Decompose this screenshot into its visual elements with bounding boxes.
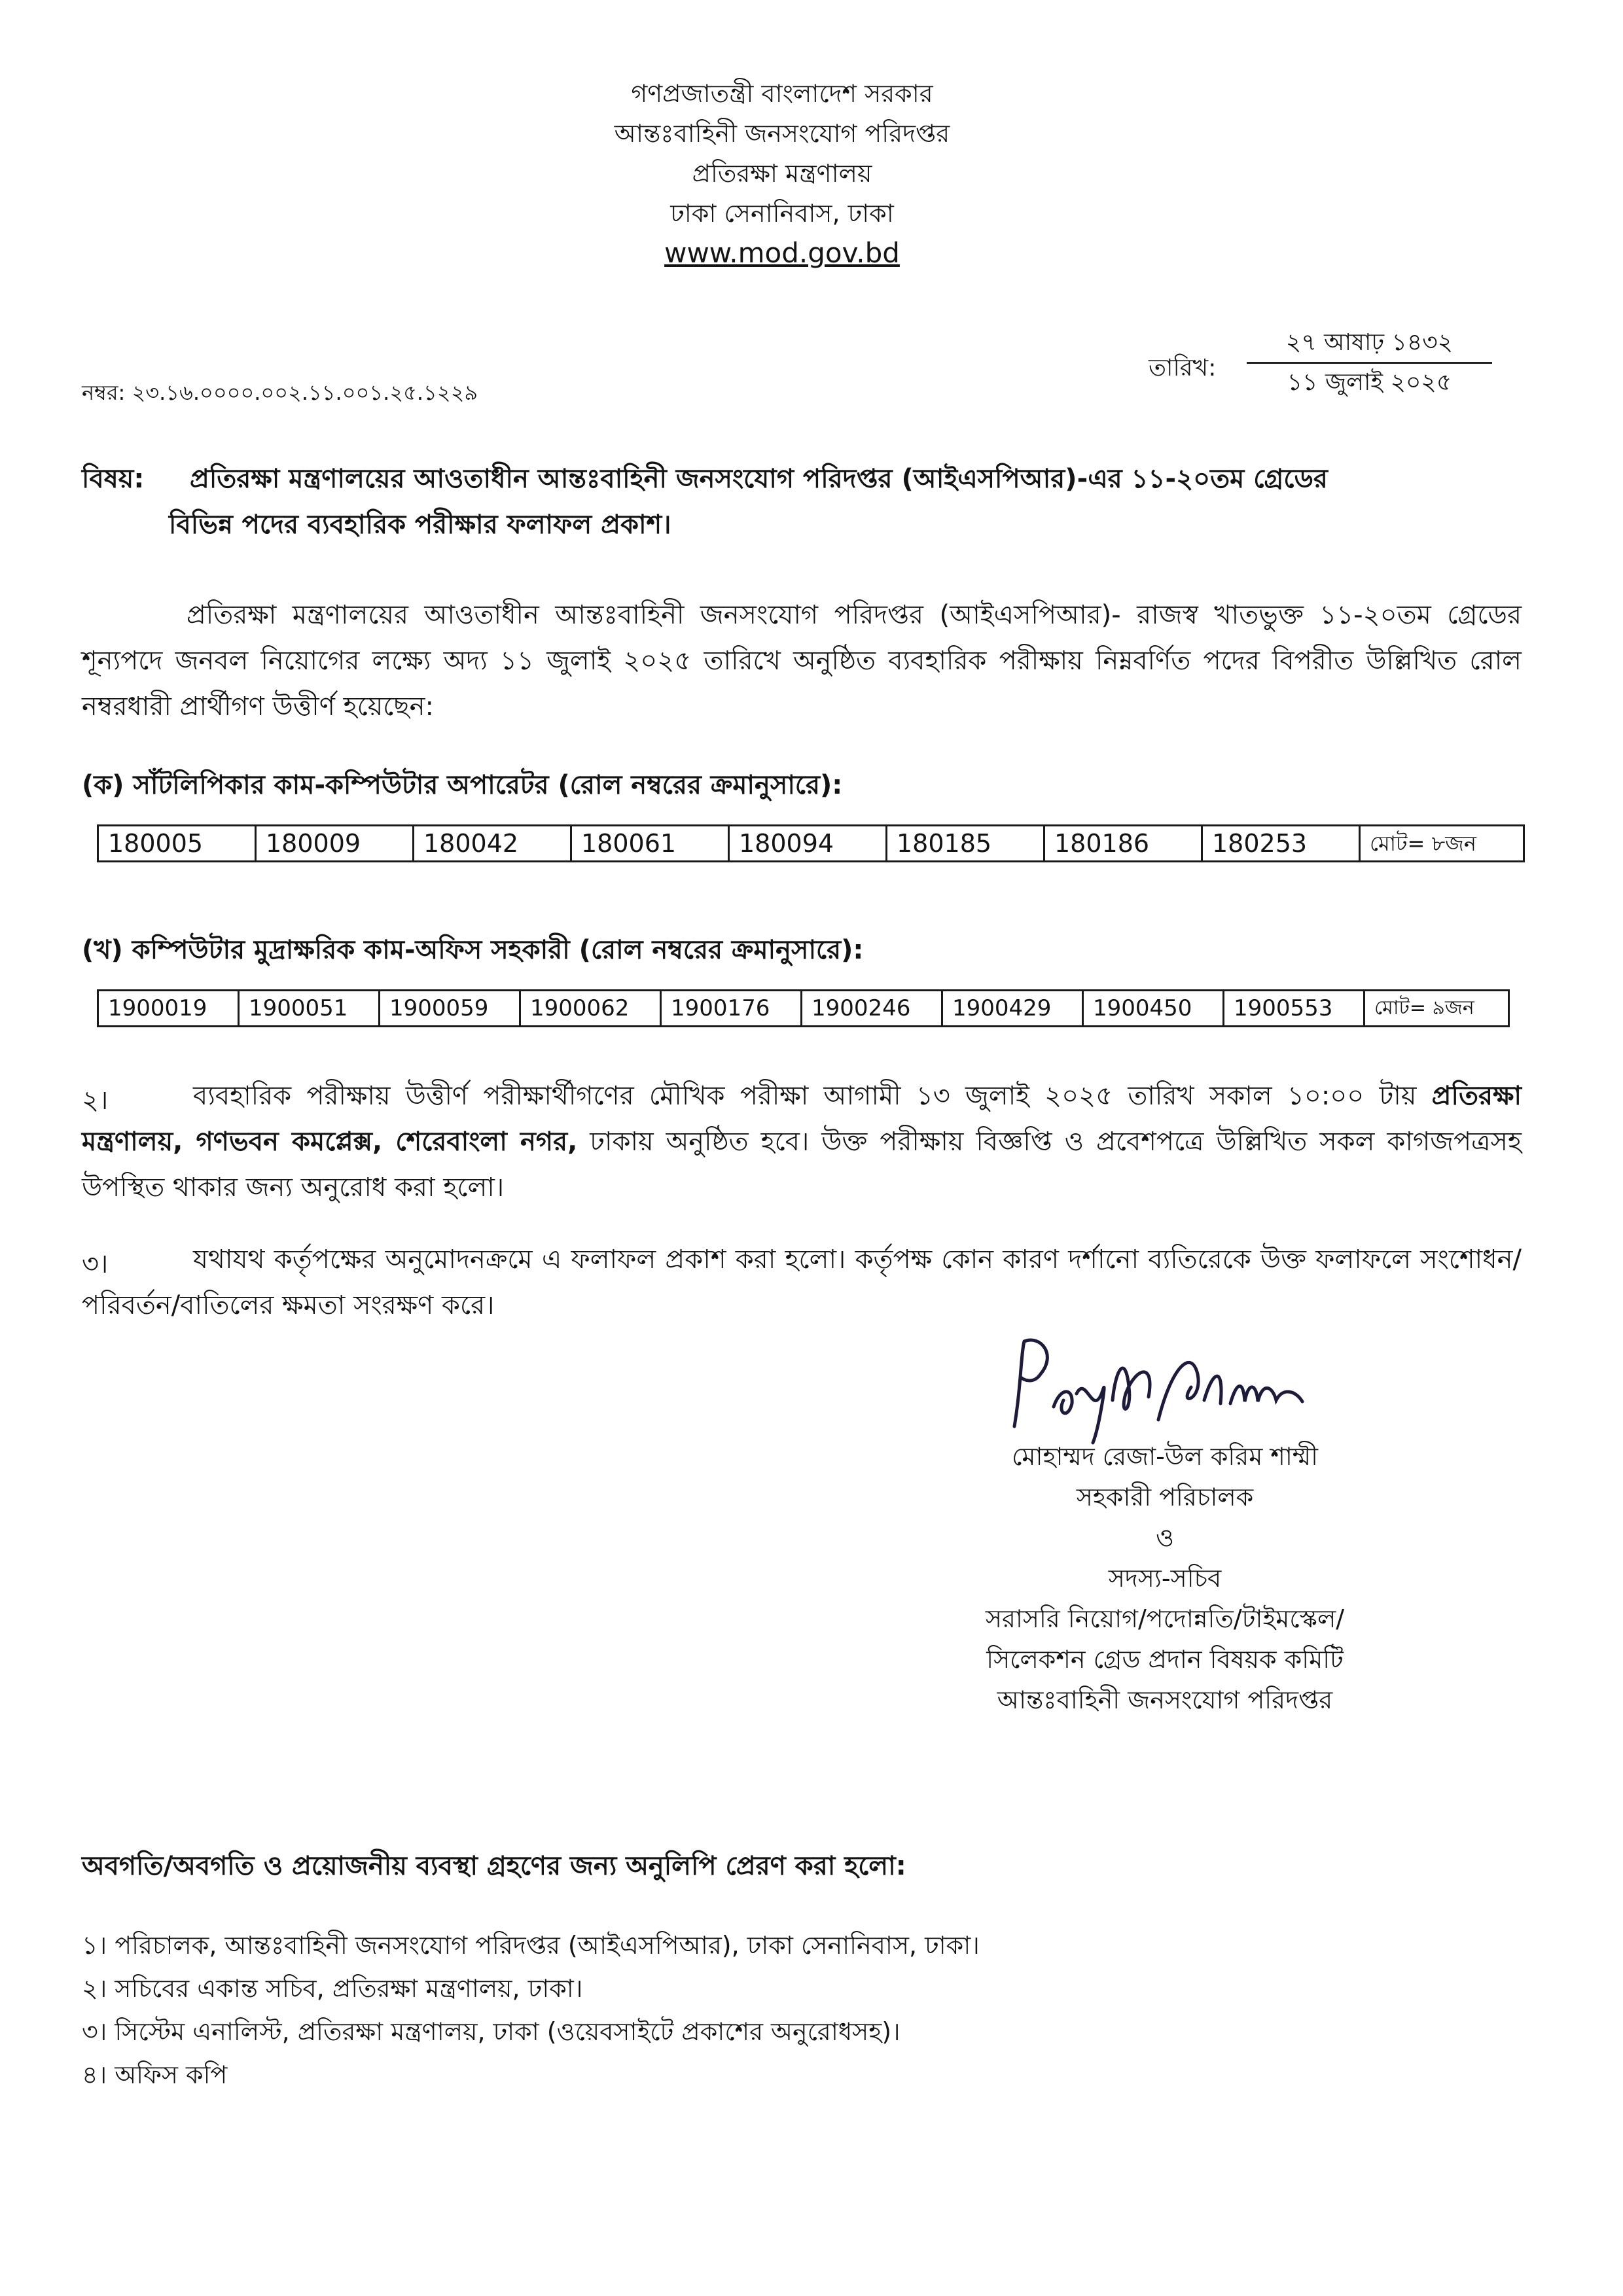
roll-cell: 180005 xyxy=(98,826,256,862)
roll-cell: 1900450 xyxy=(1083,991,1224,1027)
para2-venue: প্রতিরক্ষা মন্ত্রণালয়, গণভবন কমপ্লেক্স, শেরেবাংলা নগর, xyxy=(82,1081,1522,1157)
letterhead-line-ministry: প্রতিরক্ষা মন্ত্রণালয় xyxy=(692,159,872,188)
roll-cell: 1900176 xyxy=(661,991,802,1027)
signatory-office: আন্তঃবাহিনী জনসংযোগ পরিদপ্তর xyxy=(997,1686,1333,1714)
roll-cell: 1900246 xyxy=(802,991,942,1027)
signatory-conjunction: ও xyxy=(1156,1523,1174,1552)
total-cell: মোট= ৮জন xyxy=(1360,826,1524,862)
para3-number: ৩। xyxy=(82,1249,109,1279)
roll-cell: 1900051 xyxy=(239,991,380,1027)
subject-text-line2: বিভিন্ন পদের ব্যবহারিক পরীক্ষার ফলাফল প্রকাশ। xyxy=(169,510,671,540)
section-ka-roll-table xyxy=(97,824,1525,862)
distribution-list xyxy=(82,1924,980,2096)
list-item: ৩। সিস্টেম এনালিস্ট, প্রতিরক্ষা মন্ত্রণালয়, ঢাকা (ওয়েবসাইটে প্রকাশের অনুরোধসহ)। xyxy=(82,2017,901,2046)
date-block xyxy=(1247,324,1492,402)
table-row xyxy=(98,991,1509,1027)
letterhead-line-department: আন্তঃবাহিনী জনসংযোগ পরিদপ্তর xyxy=(614,119,950,148)
roll-cell: 1900059 xyxy=(380,991,520,1027)
signatory-name: মোহাম্মদ রেজা-উল করিম শাম্মী xyxy=(1012,1442,1318,1471)
para2-text-a: ব্যবহারিক পরীক্ষায় উত্তীর্ণ পরীক্ষার্থীগণের মৌখিক পরীক্ষা আগামী ১৩ জুলাই ২০২৫ তারিখ সকাল ১০:০০ টায় xyxy=(193,1081,1417,1111)
subject-text-line1: প্রতিরক্ষা মন্ত্রণালয়ের আওতাধীন আন্তঃবাহিনী জনসংযোগ পরিদপ্তর (আইএসপিআর)-এর ১১-২০তম গ্রেডের xyxy=(190,464,1328,494)
intro-paragraph: প্রতিরক্ষা মন্ত্রণালয়ের আওতাধীন আন্তঃবাহিনী জনসংযোগ পরিদপ্তর (আইএসপিআর)- রাজস্ব খাতভুক্ত ১১-২০তম গ্রেডের শূন্যপদে জনবল নিয়োগের লক্ষ্যে অদ্য ১১ জুলাই ২০২৫ তারিখে অনুষ্ঠিত ব্যবহারিক পরীক্ষায় নিম্নবর্ণিত পদের বিপরীত উল্লিখিত রোল নম্বরধারী প্রার্থীগণ উত্তীর্ণ হয়েছেন: xyxy=(82,600,1522,722)
para3-body: যথাযথ কর্তৃপক্ষের অনুমোদনক্রমে এ ফলাফল প্রকাশ করা হলো। কর্তৃপক্ষ কোন কারণ দর্শানো ব্যতিরেকে উক্ত ফলাফলে সংশোধন/পরিবর্তন/বাতিলের ক্ষমতা সংরক্ষণ করে। xyxy=(82,1245,1522,1320)
roll-cell: 180186 xyxy=(1044,826,1202,862)
signatory-designation: সহকারী পরিচালক xyxy=(1076,1483,1254,1511)
list-item: ১। পরিচালক, আন্তঃবাহিনী জনসংযোগ পরিদপ্তর (আইএসপিআর), ঢাকা সেনানিবাস, ঢাকা। xyxy=(82,1931,980,1960)
section-kha-roll-table xyxy=(97,989,1510,1027)
letterhead-line-government: গণপ্রজাতন্ত্রী বাংলাদেশ সরকার xyxy=(631,79,933,108)
list-item: ৪। অফিস কপি xyxy=(82,2060,228,2089)
letterhead xyxy=(0,77,1564,277)
total-cell: মোট= ৯জন xyxy=(1364,991,1509,1027)
roll-cell: 180185 xyxy=(887,826,1044,862)
signatory-committee-line1: সরাসরি নিয়োগ/পদোন্নতি/টাইমস্কেল/ xyxy=(985,1604,1345,1633)
date-label: তারিখ: xyxy=(1149,355,1217,381)
para2-number: ২। xyxy=(82,1086,109,1116)
roll-cell: 180094 xyxy=(729,826,887,862)
signatory-role: সদস্য-সচিব xyxy=(1108,1564,1222,1593)
memo-number: নম্বর: ২৩.১৬.০০০০.০০২.১১.০০১.২৫.১২২৯ xyxy=(82,380,478,405)
signatory-block xyxy=(870,1436,1459,1720)
roll-cell: 180009 xyxy=(256,826,414,862)
roll-cell: 1900429 xyxy=(942,991,1083,1027)
date-bangla: ২৭ আষাঢ় ১৪৩২ xyxy=(1285,329,1454,356)
signatory-committee-line2: সিলেকশন গ্রেড প্রদান বিষয়ক কমিটি xyxy=(986,1645,1344,1674)
list-item: ২। সচিবের একান্ত সচিব, প্রতিরক্ষা মন্ত্রণালয়, ঢাকা। xyxy=(82,1974,583,2003)
para2-body xyxy=(82,1073,1522,1210)
roll-cell: 1900019 xyxy=(98,991,239,1027)
table-row xyxy=(98,826,1524,862)
roll-cell: 1900062 xyxy=(520,991,661,1027)
para2-text-b: ঢাকায় অনুষ্ঠিত হবে। উক্ত পরীক্ষায় বিজ্ঞপ্তি ও প্রবেশপত্রে উল্লিখিত সকল কাগজপত্রসহ উপস্থিত থাকার জন্য অনুরোধ করা হলো। xyxy=(82,1127,1522,1203)
roll-cell: 180042 xyxy=(414,826,571,862)
roll-cell: 180061 xyxy=(571,826,729,862)
roll-cell: 180253 xyxy=(1202,826,1360,862)
distribution-heading: অবগতি/অবগতি ও প্রয়োজনীয় ব্যবস্থা গ্রহণের জন্য অনুলিপি প্রেরণ করা হলো: xyxy=(82,1851,906,1881)
letterhead-line-location: ঢাকা সেনানিবাস, ঢাকা xyxy=(670,199,894,228)
subject-label: বিষয়: xyxy=(82,464,145,494)
website-link[interactable]: www.mod.gov.bd xyxy=(664,237,900,269)
date-english: ১১ জুলাই ২০২৫ xyxy=(1287,369,1452,396)
section-ka-heading: (ক) সাঁটলিপিকার কাম-কম্পিউটার অপারেটর (রোল নম্বরের ক্রমানুসারে): xyxy=(82,770,843,800)
signature-image xyxy=(995,1328,1335,1453)
roll-cell: 1900553 xyxy=(1224,991,1364,1027)
section-kha-heading: (খ) কম্পিউটার মুদ্রাক্ষরিক কাম-অফিস সহকারী (রোল নম্বরের ক্রমানুসারে): xyxy=(82,935,864,965)
